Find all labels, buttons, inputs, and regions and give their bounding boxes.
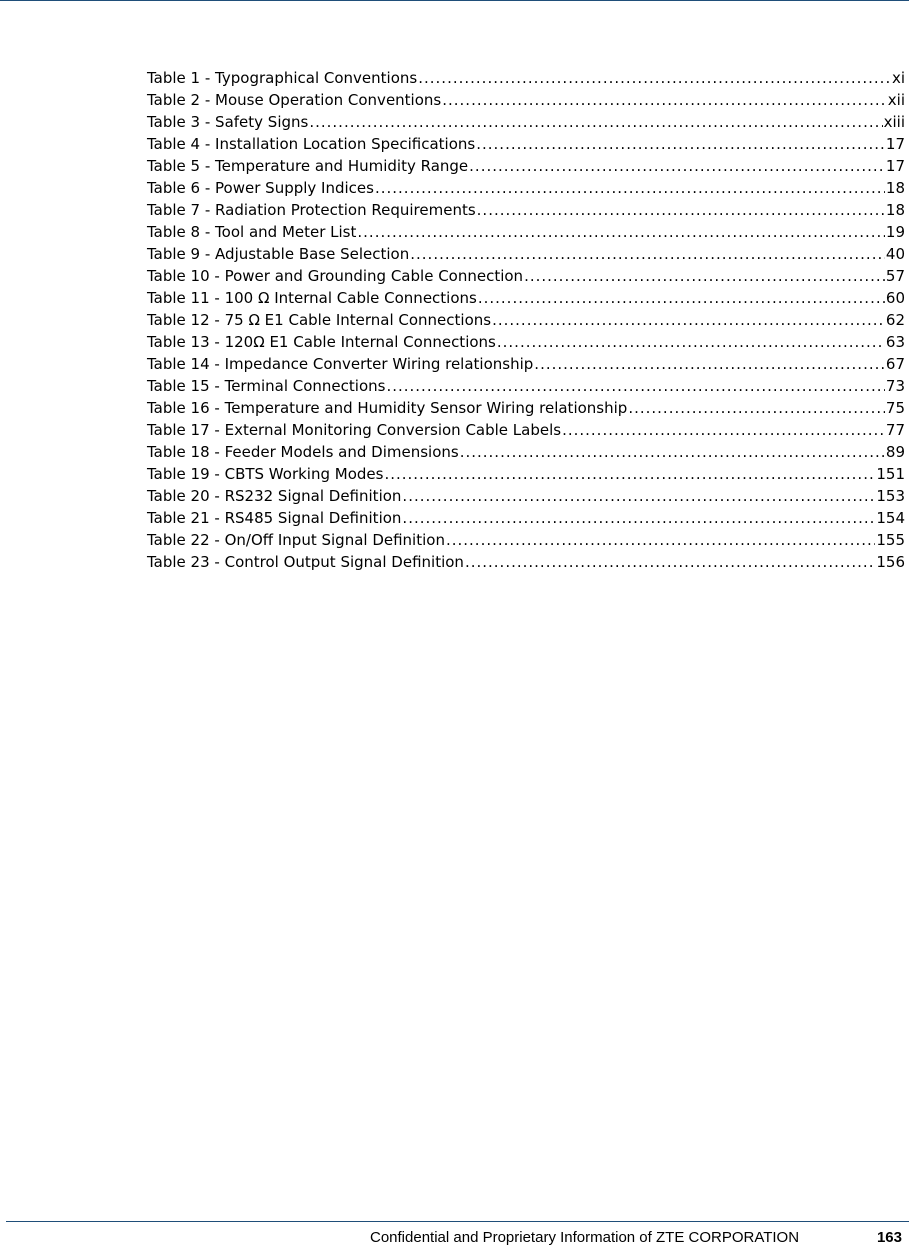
toc-entry-page: 60 [885, 289, 905, 307]
toc-entry-page: 153 [876, 487, 905, 505]
toc-dot-leader [410, 243, 885, 265]
header-rule [0, 0, 909, 1]
toc-entry-page: 67 [885, 355, 905, 373]
toc-entry-page: 57 [885, 267, 905, 285]
toc-entry-page: 62 [885, 311, 905, 329]
toc-dot-leader [477, 199, 885, 221]
toc-entry-label: Table 12 - 75 Ω E1 Cable Internal Connections [147, 311, 492, 329]
toc-entry-label: Table 15 - Terminal Connections [147, 377, 386, 395]
toc-entry-page: xii [887, 91, 905, 109]
toc-entry-page: 73 [885, 377, 905, 395]
toc-entry-label: Table 2 - Mouse Operation Conventions [147, 91, 442, 109]
toc-entry-label: Table 17 - External Monitoring Conversion Cable Labels [147, 421, 562, 439]
toc-dot-leader [465, 551, 875, 573]
toc-entry[interactable] [147, 529, 905, 551]
toc-entry-label: Table 18 - Feeder Models and Dimensions [147, 443, 459, 461]
toc-dot-leader [418, 67, 891, 89]
toc-entry-label: Table 3 - Safety Signs [147, 113, 309, 131]
toc-entry[interactable] [147, 397, 905, 419]
toc-entry-page: 18 [885, 201, 905, 219]
toc-entry[interactable] [147, 485, 905, 507]
toc-dot-leader [402, 485, 875, 507]
toc-entry-label: Table 22 - On/Off Input Signal Definition [147, 531, 445, 549]
toc-entry-page: 40 [885, 245, 905, 263]
toc-dot-leader [492, 309, 885, 331]
toc-dot-leader [442, 89, 887, 111]
toc-entry-label: Table 7 - Radiation Protection Requirements [147, 201, 476, 219]
toc-entry-page: 151 [876, 465, 905, 483]
toc-entry-page: 18 [885, 179, 905, 197]
toc-entry-label: Table 23 - Control Output Signal Definition [147, 553, 464, 571]
toc-dot-leader [386, 375, 884, 397]
toc-dot-leader [402, 507, 875, 529]
toc-dot-leader [497, 331, 885, 353]
toc-entry-page: xi [891, 69, 905, 87]
toc-entry-page: 17 [885, 157, 905, 175]
toc-entry[interactable] [147, 155, 905, 177]
toc-entry[interactable] [147, 243, 905, 265]
toc-entry-page: 75 [885, 399, 905, 417]
toc-entry[interactable] [147, 353, 905, 375]
toc-entry[interactable] [147, 551, 905, 573]
toc-entry-label: Table 13 - 120Ω E1 Cable Internal Connections [147, 333, 496, 351]
toc-entry-page: 89 [885, 443, 905, 461]
toc-entry-label: Table 10 - Power and Grounding Cable Connection [147, 267, 524, 285]
toc-entry-page: xiii [883, 113, 905, 131]
toc-dot-leader [534, 353, 885, 375]
toc-dot-leader [384, 463, 875, 485]
toc-entry[interactable] [147, 287, 905, 309]
toc-entry-label: Table 19 - CBTS Working Modes [147, 465, 384, 483]
toc-entry[interactable] [147, 67, 905, 89]
toc-entry[interactable] [147, 507, 905, 529]
toc-entry[interactable] [147, 441, 905, 463]
toc-dot-leader [628, 397, 885, 419]
toc-entry-page: 156 [876, 553, 905, 571]
toc-dot-leader [309, 111, 882, 133]
toc-entry[interactable] [147, 265, 905, 287]
toc-entry-page: 155 [876, 531, 905, 549]
toc-dot-leader [357, 221, 885, 243]
toc-dot-leader [476, 133, 885, 155]
toc-entry-label: Table 11 - 100 Ω Internal Cable Connections [147, 289, 477, 307]
toc-entry[interactable] [147, 199, 905, 221]
toc-entry-label: Table 1 - Typographical Conventions [147, 69, 418, 87]
toc-dot-leader [478, 287, 885, 309]
toc-entry-page: 17 [885, 135, 905, 153]
toc-entry-page: 19 [885, 223, 905, 241]
toc-entry[interactable] [147, 177, 905, 199]
footer-confidentiality-notice: Confidential and Proprietary Information of ZTE CORPORATION [370, 1229, 800, 1246]
toc-entry-label: Table 4 - Installation Location Specifications [147, 135, 476, 153]
toc-entry-label: Table 5 - Temperature and Humidity Range [147, 157, 469, 175]
toc-entry[interactable] [147, 221, 905, 243]
toc-entry[interactable] [147, 89, 905, 111]
toc-entry[interactable] [147, 375, 905, 397]
toc-entry-page: 154 [876, 509, 905, 527]
toc-entry-label: Table 21 - RS485 Signal Definition [147, 509, 402, 527]
toc-dot-leader [446, 529, 875, 551]
footer-rule [6, 1221, 909, 1222]
toc-dot-leader [524, 265, 885, 287]
toc-dot-leader [460, 441, 885, 463]
toc-entry-page: 77 [885, 421, 905, 439]
toc-entry-label: Table 20 - RS232 Signal Definition [147, 487, 402, 505]
toc-entry[interactable] [147, 419, 905, 441]
toc-entry-page: 63 [885, 333, 905, 351]
toc-entry-label: Table 16 - Temperature and Humidity Sensor Wiring relationship [147, 399, 628, 417]
toc-entry[interactable] [147, 111, 905, 133]
toc-dot-leader [469, 155, 885, 177]
toc-entry-label: Table 14 - Impedance Converter Wiring relationship [147, 355, 534, 373]
toc-entry-label: Table 6 - Power Supply Indices [147, 179, 374, 197]
list-of-tables [147, 67, 905, 573]
toc-entry[interactable] [147, 309, 905, 331]
toc-entry[interactable] [147, 133, 905, 155]
toc-entry[interactable] [147, 331, 905, 353]
toc-entry-label: Table 9 - Adjustable Base Selection [147, 245, 410, 263]
toc-entry-label: Table 8 - Tool and Meter List [147, 223, 357, 241]
toc-dot-leader [562, 419, 885, 441]
toc-entry[interactable] [147, 463, 905, 485]
footer-page-number: 163 [876, 1229, 902, 1246]
toc-dot-leader [375, 177, 885, 199]
